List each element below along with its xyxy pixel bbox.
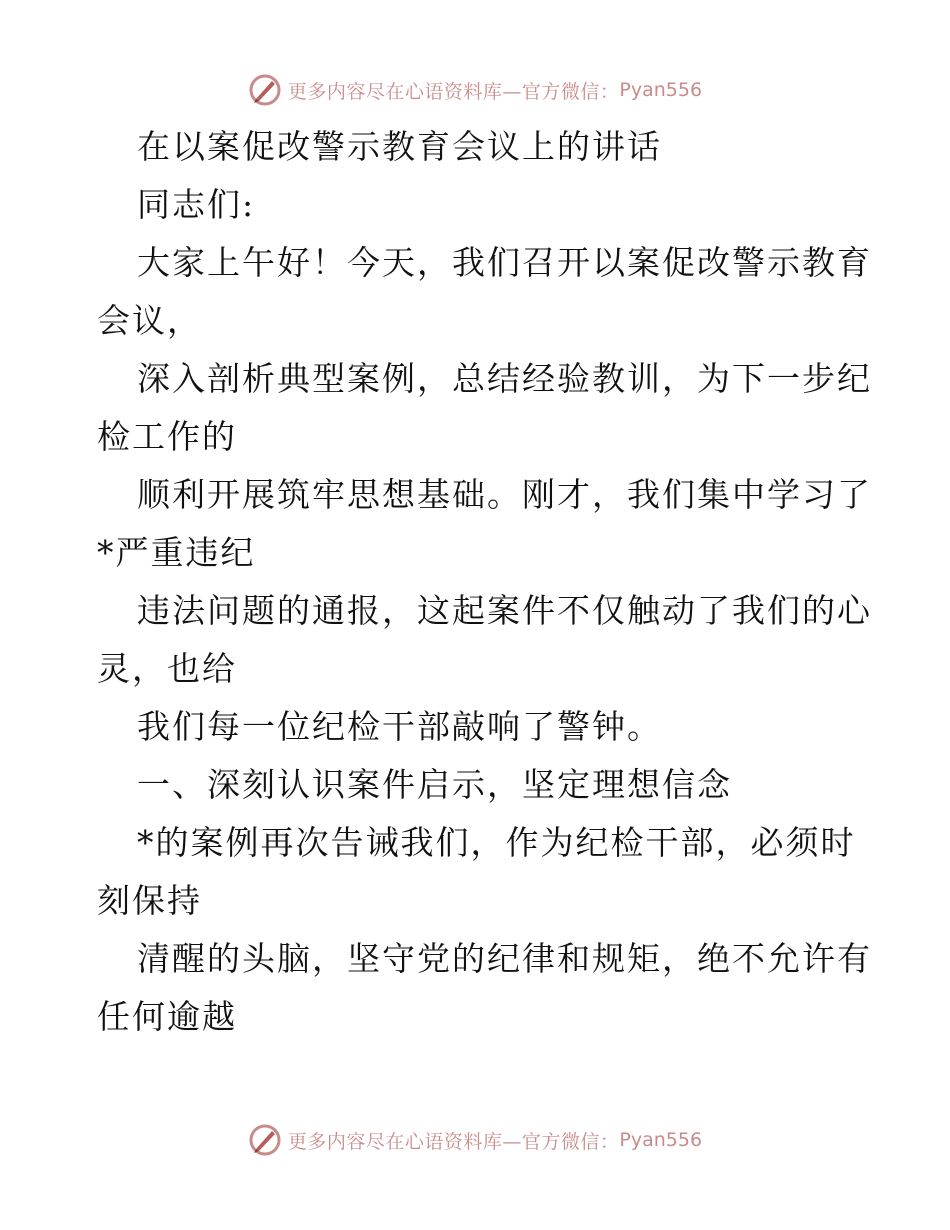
- watermark-text: 更多内容尽在心语资料库—官方微信：: [287, 1130, 620, 1153]
- text-line: 清醒的头脑，坚守党的纪律和规矩，绝不允许有: [137, 939, 872, 978]
- text-line: 顺利开展筑牢思想基础。刚才，我们集中学习了: [137, 475, 872, 514]
- quill-pen-logo-icon: [248, 73, 282, 107]
- watermark-brand: Pyan556: [619, 1129, 703, 1151]
- text-line: 刻保持: [97, 881, 202, 920]
- quill-pen-logo-icon: [248, 1123, 282, 1157]
- header-watermark: [0, 70, 950, 110]
- text-line: 深入剖析典型案例，总结经验教训，为下一步纪: [137, 359, 872, 398]
- text-line: 任何逾越: [97, 997, 237, 1036]
- text-line: 大家上午好！今天，我们召开以案促改警示教育: [137, 243, 872, 282]
- text-line: *的案例再次告诫我们，作为纪检干部，必须时: [137, 823, 856, 862]
- text-line: 我们每一位纪检干部敲响了警钟。: [137, 707, 662, 746]
- text-line: 同志们:: [137, 185, 256, 224]
- text-line: 违法问题的通报，这起案件不仅触动了我们的心: [137, 591, 872, 630]
- watermark-text: 更多内容尽在心语资料库—官方微信：: [287, 80, 620, 103]
- document-body: [97, 118, 872, 1046]
- text-line: 检工作的: [97, 417, 237, 456]
- text-line: 会议，: [97, 301, 202, 340]
- text-line: *严重违纪: [97, 533, 256, 572]
- text-line: 在以案促改警示教育会议上的讲话: [137, 127, 662, 166]
- text-line: 灵，也给: [97, 649, 237, 688]
- watermark-brand: Pyan556: [619, 79, 703, 101]
- footer-watermark: [0, 1120, 950, 1160]
- text-line: 一、深刻认识案件启示，坚定理想信念: [137, 765, 732, 804]
